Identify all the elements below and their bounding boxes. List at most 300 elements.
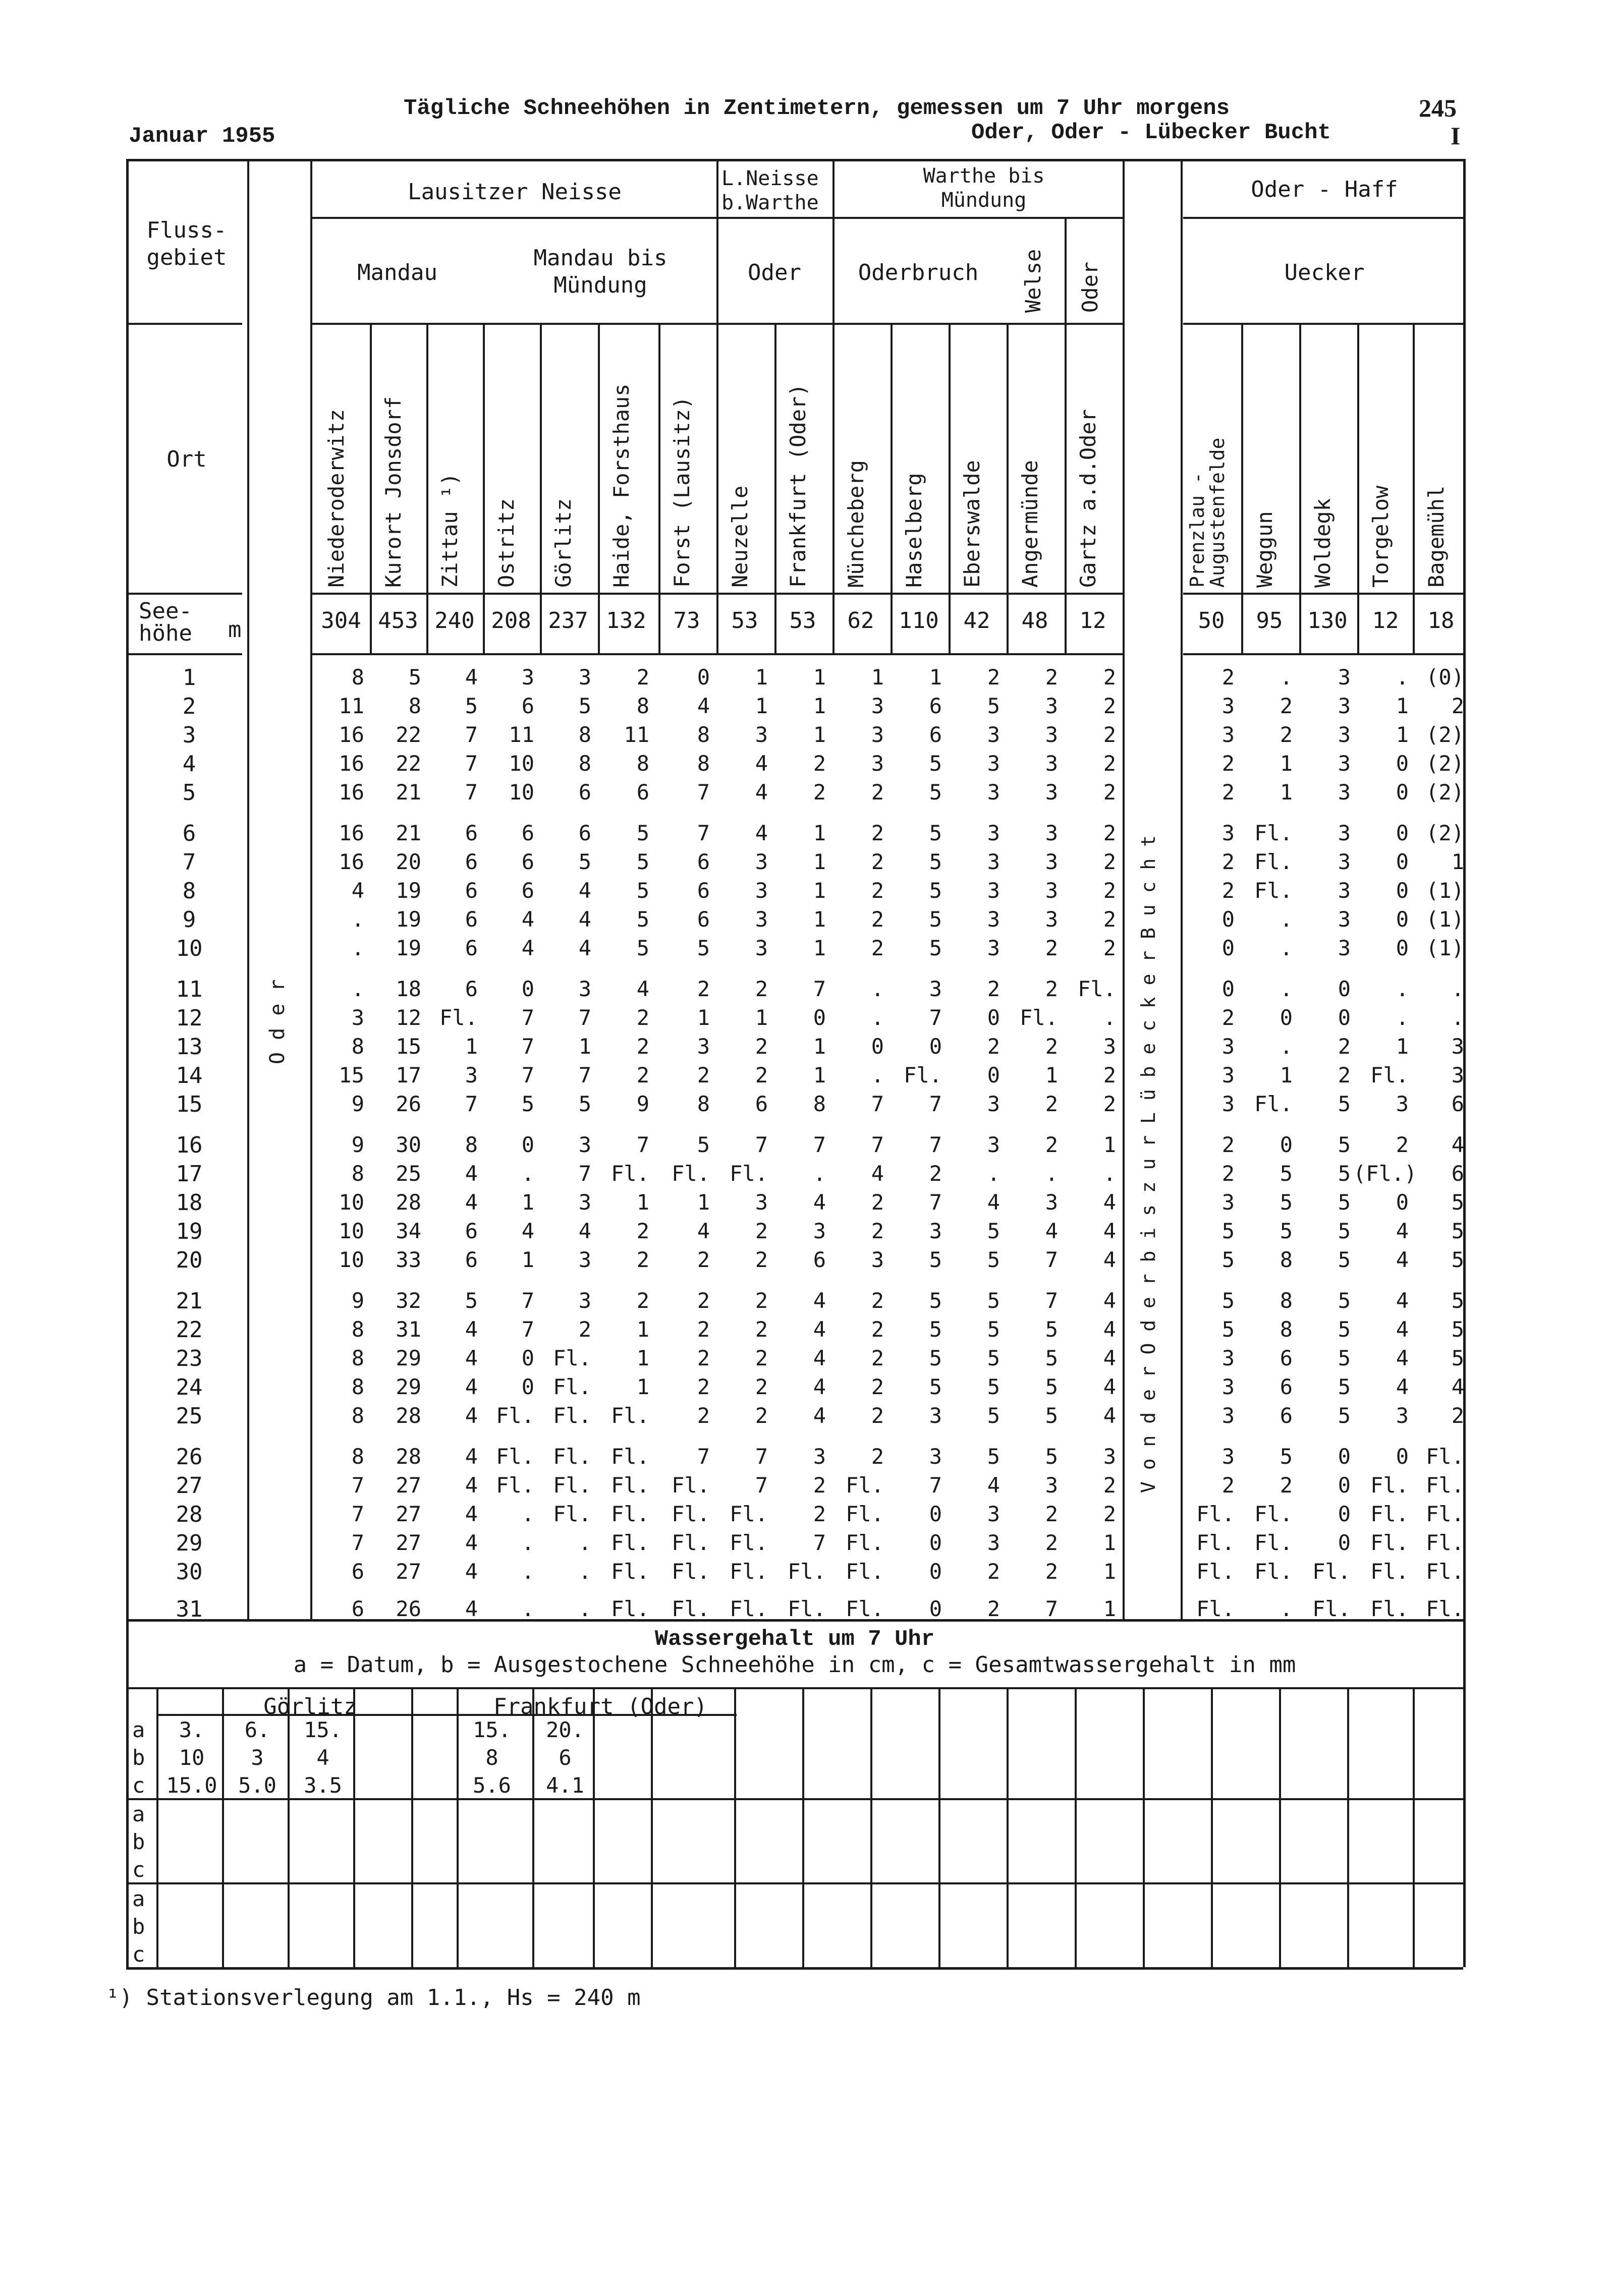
snow-depth-cell: Fl. xyxy=(1426,1473,1464,1498)
station-elevation: 73 xyxy=(673,608,700,634)
snow-depth-cell: . xyxy=(578,1530,591,1555)
snow-depth-cell: 2 xyxy=(1103,694,1116,718)
table-rule xyxy=(658,323,660,653)
snow-depth-cell: 6 xyxy=(521,878,534,903)
snow-depth-cell: 4 xyxy=(755,780,768,805)
oder-vertical-label: O d e r xyxy=(266,979,289,1064)
snow-depth-cell: 2 xyxy=(636,1063,649,1087)
table-rule xyxy=(938,1687,940,1967)
label-ort: Ort xyxy=(166,446,207,472)
snow-depth-cell: Fl. xyxy=(1426,1444,1464,1469)
snow-depth-cell: 3 xyxy=(1045,1473,1058,1498)
snow-depth-cell: 0 xyxy=(1396,751,1409,776)
snow-depth-cell: Fl. xyxy=(672,1559,710,1584)
snow-depth-cell: 2 xyxy=(755,1317,768,1342)
snow-depth-cell: 3 xyxy=(871,751,884,776)
snow-depth-cell: Fl. xyxy=(730,1161,768,1186)
group-warthe-muendung: Warthe bis Mündung xyxy=(923,164,1045,212)
snow-depth-cell: 0 xyxy=(1396,1190,1409,1215)
snow-depth-cell: 5 xyxy=(1451,1219,1464,1243)
snow-depth-cell: (2) xyxy=(1426,751,1464,776)
snow-depth-cell: 5 xyxy=(987,1288,1000,1313)
snow-depth-cell: . xyxy=(1103,1005,1116,1030)
table-rule xyxy=(1065,217,1067,323)
snow-depth-cell: . xyxy=(1280,977,1293,1001)
snow-depth-cell: 2 xyxy=(1045,1559,1058,1584)
snow-depth-cell: 29 xyxy=(396,1346,421,1370)
snow-depth-cell: 5 xyxy=(1338,1403,1351,1428)
snow-depth-cell: 6 xyxy=(697,849,710,874)
snow-depth-cell: 2 xyxy=(1221,1132,1235,1157)
snow-depth-cell: 3 xyxy=(1103,1034,1116,1059)
snow-depth-cell: Fl. xyxy=(611,1559,649,1584)
station-name: Frankfurt (Oder) xyxy=(786,383,810,588)
station-name: Kurort Jonsdorf xyxy=(381,396,406,588)
snow-depth-cell: 1 xyxy=(636,1374,649,1399)
snow-depth-cell: 3 xyxy=(1103,1444,1116,1469)
snow-depth-cell: 5 xyxy=(1338,1190,1351,1215)
snow-depth-cell: 2 xyxy=(813,751,826,776)
snow-depth-cell: 6 xyxy=(578,780,591,805)
snow-depth-cell: 2 xyxy=(1221,751,1235,776)
snow-depth-cell: 3 xyxy=(987,1502,1000,1526)
snow-depth-cell: 5 xyxy=(1338,1374,1351,1399)
snow-depth-cell: 1 xyxy=(1396,1034,1409,1059)
snow-depth-cell: 2 xyxy=(1103,878,1116,903)
water-row-label: c xyxy=(132,1773,145,1798)
snow-depth-cell: 5 xyxy=(929,1374,942,1399)
snow-depth-cell: 3 xyxy=(813,1444,826,1469)
snow-depth-cell: 4 xyxy=(1103,1288,1116,1313)
snow-depth-cell: 8 xyxy=(1280,1317,1293,1342)
snow-depth-cell: (2) xyxy=(1426,722,1464,747)
snow-depth-cell: Fl. xyxy=(1370,1063,1409,1087)
snow-depth-cell: 2 xyxy=(1221,878,1235,903)
sub-mandau: Mandau xyxy=(357,260,437,285)
snow-depth-cell: 8 xyxy=(351,1161,364,1186)
snow-depth-cell: 5 xyxy=(987,1346,1000,1370)
snow-depth-cell: 4 xyxy=(465,1559,478,1584)
snow-depth-cell: 0 xyxy=(813,1005,826,1030)
table-rule xyxy=(310,593,1123,595)
day-number: 19 xyxy=(176,1219,203,1244)
sub-oderbruch: Oderbruch xyxy=(858,260,979,285)
snow-depth-cell: 2 xyxy=(697,1346,710,1370)
snow-depth-cell: 4 xyxy=(578,936,591,960)
snow-depth-cell: 5 xyxy=(929,907,942,932)
table-rule xyxy=(949,323,951,653)
snow-depth-cell: 29 xyxy=(396,1374,421,1399)
snow-depth-cell: 5 xyxy=(1451,1247,1464,1272)
water-legend: a = Datum, b = Ausgestochene Schneehöhe in cm, c = Gesamtwassergehalt in mm xyxy=(293,1652,1296,1678)
snow-depth-cell: 4 xyxy=(1045,1219,1058,1243)
table-rule xyxy=(891,323,893,653)
snow-depth-cell: 19 xyxy=(396,936,421,960)
snow-depth-cell: 7 xyxy=(578,1063,591,1087)
snow-depth-cell: 6 xyxy=(636,780,649,805)
snow-depth-cell: 8 xyxy=(697,751,710,776)
snow-depth-cell: 0 xyxy=(929,1502,942,1526)
snow-depth-cell: 4 xyxy=(578,907,591,932)
snow-depth-cell: 6 xyxy=(697,878,710,903)
snow-depth-cell: 3 xyxy=(1451,1063,1464,1087)
snow-depth-cell: 7 xyxy=(578,1005,591,1030)
snow-depth-cell: Fl. xyxy=(553,1473,591,1498)
day-number: 4 xyxy=(182,751,196,777)
snow-depth-cell: 3 xyxy=(1221,1374,1235,1399)
snow-depth-cell: 4 xyxy=(1103,1247,1116,1272)
snow-depth-cell: 2 xyxy=(1280,1473,1293,1498)
day-number: 5 xyxy=(182,780,196,806)
snow-depth-cell: 4 xyxy=(1396,1288,1409,1313)
snow-depth-cell: 2 xyxy=(697,1317,710,1342)
snow-depth-cell: 5 xyxy=(636,907,649,932)
label-flussgebiet: Fluss- gebiet xyxy=(146,217,227,270)
snow-depth-cell: 7 xyxy=(929,1092,942,1116)
snow-depth-cell: 6 xyxy=(465,936,478,960)
snow-depth-cell: Fl. xyxy=(846,1559,884,1584)
table-rule xyxy=(288,1687,290,1967)
snow-depth-cell: 8 xyxy=(351,1374,364,1399)
snow-depth-cell: 1 xyxy=(636,1346,649,1370)
snow-depth-cell: 3 xyxy=(1221,1034,1235,1059)
snow-depth-cell: . xyxy=(1280,907,1293,932)
snow-depth-cell: 4 xyxy=(813,1190,826,1215)
snow-depth-cell: 2 xyxy=(1396,1132,1409,1157)
water-frankfurt-value: 8 xyxy=(485,1745,498,1770)
snow-depth-cell: 27 xyxy=(396,1473,421,1498)
snow-depth-cell: 9 xyxy=(636,1092,649,1116)
snow-depth-cell: 2 xyxy=(1338,1063,1351,1087)
snow-depth-cell: 7 xyxy=(1045,1247,1058,1272)
station-elevation: 95 xyxy=(1256,608,1283,634)
snow-depth-cell: 3 xyxy=(1045,1190,1058,1215)
snow-depth-cell: 6 xyxy=(521,849,534,874)
snow-depth-cell: 1 xyxy=(1451,849,1464,874)
snow-depth-cell: 1 xyxy=(636,1317,649,1342)
table-rule xyxy=(129,593,242,595)
snow-depth-cell: 26 xyxy=(396,1092,421,1116)
snow-depth-cell: 2 xyxy=(813,1473,826,1498)
snow-depth-cell: 0 xyxy=(1396,878,1409,903)
water-title: Wassergehalt um 7 Uhr xyxy=(654,1627,935,1652)
table-rule xyxy=(126,159,129,1967)
snow-depth-cell: 7 xyxy=(813,1530,826,1555)
header-page-number: 245 xyxy=(1419,94,1457,122)
snow-depth-cell: . xyxy=(351,977,364,1001)
snow-depth-cell: 5 xyxy=(636,936,649,960)
snow-depth-cell: 9 xyxy=(351,1132,364,1157)
snow-depth-cell: 3 xyxy=(1045,694,1058,718)
snow-depth-cell: 5 xyxy=(465,1288,478,1313)
snow-depth-cell: 3 xyxy=(1338,665,1351,690)
snow-depth-cell: 7 xyxy=(871,1092,884,1116)
snow-depth-cell: 6 xyxy=(1280,1374,1293,1399)
snow-depth-cell: Fl. xyxy=(1312,1596,1351,1621)
snow-depth-cell: 4 xyxy=(1451,1132,1464,1157)
snow-depth-cell: . xyxy=(1280,1596,1293,1621)
snow-depth-cell: 5 xyxy=(1338,1219,1351,1243)
snow-depth-cell: 3 xyxy=(987,780,1000,805)
snow-depth-cell: 7 xyxy=(465,751,478,776)
water-row-label: a xyxy=(132,1802,145,1826)
water-frankfurt-value: 20. xyxy=(546,1717,584,1742)
label-m: m xyxy=(228,617,242,643)
table-rule xyxy=(716,323,718,653)
snow-depth-cell: 7 xyxy=(871,1132,884,1157)
snow-depth-cell: 1 xyxy=(813,821,826,845)
snow-depth-cell: 0 xyxy=(1396,780,1409,805)
snow-depth-cell: . xyxy=(813,1161,826,1186)
water-goerlitz-value: 3 xyxy=(251,1745,264,1770)
snow-depth-cell: Fl. xyxy=(1196,1502,1235,1526)
snow-depth-cell: 8 xyxy=(578,722,591,747)
snow-depth-cell: 7 xyxy=(929,1132,942,1157)
snow-depth-cell: 7 xyxy=(755,1444,768,1469)
snow-depth-cell: 34 xyxy=(396,1219,421,1243)
snow-depth-cell: 2 xyxy=(1103,665,1116,690)
table-rule xyxy=(1357,323,1359,653)
snow-depth-cell: 5 xyxy=(578,694,591,718)
snow-depth-cell: 4 xyxy=(813,1403,826,1428)
snow-depth-cell: Fl. xyxy=(496,1473,534,1498)
snow-depth-cell: . xyxy=(521,1596,534,1621)
snow-depth-cell: . xyxy=(1280,665,1293,690)
snow-depth-cell: Fl. xyxy=(846,1502,884,1526)
snow-depth-cell: 3 xyxy=(755,907,768,932)
snow-depth-cell: 8 xyxy=(351,1317,364,1342)
water-goerlitz-value: 4 xyxy=(316,1745,329,1770)
snow-depth-cell: Fl. xyxy=(730,1530,768,1555)
snow-depth-cell: 3 xyxy=(987,751,1000,776)
snow-depth-cell: 2 xyxy=(871,907,884,932)
snow-depth-cell: 7 xyxy=(351,1473,364,1498)
snow-depth-cell: Fl. xyxy=(730,1502,768,1526)
day-number: 31 xyxy=(176,1596,203,1622)
snow-depth-cell: 5 xyxy=(987,1403,1000,1428)
snow-depth-cell: 0 xyxy=(697,665,710,690)
snow-depth-cell: Fl. xyxy=(846,1530,884,1555)
snow-depth-cell: 4 xyxy=(521,936,534,960)
snow-depth-cell: 2 xyxy=(697,977,710,1001)
water-goerlitz-value: 15.0 xyxy=(166,1773,217,1798)
snow-depth-cell: 3 xyxy=(755,722,768,747)
snow-depth-cell: 5 xyxy=(636,821,649,845)
snow-depth-cell: 8 xyxy=(408,694,421,718)
table-rule xyxy=(734,1687,736,1967)
snow-depth-cell: 5 xyxy=(1280,1219,1293,1243)
station-name: Görlitz xyxy=(551,498,576,588)
snow-depth-cell: 4 xyxy=(1451,1374,1464,1399)
snow-depth-cell: 0 xyxy=(929,1596,942,1621)
water-row-label: b xyxy=(132,1829,145,1854)
snow-depth-cell: (1) xyxy=(1426,936,1464,960)
snow-depth-cell: . xyxy=(1396,1005,1409,1030)
table-rule xyxy=(1211,1687,1213,1967)
day-number: 14 xyxy=(176,1063,203,1088)
snow-depth-cell: 2 xyxy=(871,1190,884,1215)
snow-depth-cell: 3 xyxy=(987,878,1000,903)
snow-depth-cell: 15 xyxy=(339,1063,364,1087)
snow-depth-cell: 2 xyxy=(697,1247,710,1272)
snow-depth-cell: 4 xyxy=(1103,1346,1116,1370)
snow-depth-cell: 7 xyxy=(755,1132,768,1157)
snow-depth-cell: 4 xyxy=(1103,1403,1116,1428)
snow-depth-cell: 4 xyxy=(813,1374,826,1399)
station-elevation: 12 xyxy=(1372,608,1399,634)
snow-depth-cell: 16 xyxy=(339,722,364,747)
snow-depth-cell: 2 xyxy=(1103,1063,1116,1087)
snow-depth-cell: 16 xyxy=(339,751,364,776)
snow-depth-cell: 3 xyxy=(1045,722,1058,747)
snow-depth-cell: 2 xyxy=(1221,849,1235,874)
day-number: 10 xyxy=(176,936,203,961)
station-elevation: 42 xyxy=(963,608,990,634)
day-number: 12 xyxy=(176,1005,203,1031)
snow-depth-cell: 2 xyxy=(1338,1034,1351,1059)
snow-depth-cell: 5 xyxy=(578,849,591,874)
snow-depth-cell: 1 xyxy=(813,665,826,690)
snow-depth-cell: 2 xyxy=(1103,936,1116,960)
snow-depth-cell: 31 xyxy=(396,1317,421,1342)
snow-depth-cell: 2 xyxy=(755,1247,768,1272)
snow-depth-cell: . xyxy=(1451,1005,1464,1030)
day-number: 17 xyxy=(176,1161,203,1187)
snow-depth-cell: Fl. xyxy=(1370,1473,1409,1498)
water-goerlitz-value: 6. xyxy=(244,1717,270,1742)
snow-depth-cell: 6 xyxy=(1280,1346,1293,1370)
snow-depth-cell: 5 xyxy=(1338,1288,1351,1313)
snow-depth-cell: 2 xyxy=(1045,1092,1058,1116)
snow-depth-cell: 4 xyxy=(813,1317,826,1342)
table-rule xyxy=(411,1687,413,1967)
snow-depth-cell: Fl. xyxy=(1370,1502,1409,1526)
snow-depth-cell: 7 xyxy=(697,1444,710,1469)
snow-depth-cell: Fl. xyxy=(611,1403,649,1428)
snow-depth-cell: 4 xyxy=(987,1473,1000,1498)
snow-depth-cell: Fl. xyxy=(1254,1092,1293,1116)
snow-depth-cell: 6 xyxy=(813,1247,826,1272)
snow-depth-cell: 2 xyxy=(871,1219,884,1243)
snow-depth-cell: 3 xyxy=(1221,722,1235,747)
water-station-goerlitz: Görlitz xyxy=(263,1694,357,1719)
snow-depth-cell: 4 xyxy=(465,1403,478,1428)
snow-depth-cell: 0 xyxy=(1338,1530,1351,1555)
table-rule xyxy=(532,1687,534,1967)
snow-depth-cell: 7 xyxy=(465,722,478,747)
snow-depth-cell: Fl. xyxy=(611,1473,649,1498)
snow-depth-cell: 5 xyxy=(1221,1247,1235,1272)
snow-depth-cell: Fl. xyxy=(788,1596,826,1621)
snow-depth-cell: 4 xyxy=(1396,1374,1409,1399)
snow-depth-cell: 8 xyxy=(1280,1247,1293,1272)
snow-depth-cell: 4 xyxy=(987,1190,1000,1215)
snow-depth-cell: 2 xyxy=(755,1374,768,1399)
snow-depth-cell: 3 xyxy=(755,878,768,903)
snow-depth-cell: 2 xyxy=(1221,665,1235,690)
snow-depth-cell: Fl. xyxy=(1312,1559,1351,1584)
snow-depth-cell: Fl. xyxy=(1196,1530,1235,1555)
snow-depth-cell: 3 xyxy=(813,1219,826,1243)
snow-depth-cell: 8 xyxy=(351,1403,364,1428)
snow-depth-cell: 10 xyxy=(339,1247,364,1272)
snow-depth-cell: 4 xyxy=(1396,1219,1409,1243)
snow-depth-cell: 2 xyxy=(697,1374,710,1399)
snow-depth-cell: 2 xyxy=(1045,977,1058,1001)
snow-depth-cell: 3 xyxy=(987,1132,1000,1157)
snow-depth-cell: 3 xyxy=(1338,821,1351,845)
station-elevation: 53 xyxy=(789,608,816,634)
snow-depth-cell: 3 xyxy=(871,722,884,747)
snow-depth-cell: 5 xyxy=(929,1288,942,1313)
table-rule xyxy=(1241,323,1243,653)
station-elevation: 62 xyxy=(847,608,874,634)
table-rule xyxy=(1183,217,1463,219)
snow-depth-cell: (Fl.) xyxy=(1353,1161,1417,1186)
snow-depth-cell: 5 xyxy=(1221,1317,1235,1342)
snow-depth-cell: 5 xyxy=(1451,1317,1464,1342)
snow-depth-cell: 1 xyxy=(1396,694,1409,718)
snow-depth-cell: 7 xyxy=(813,1132,826,1157)
snow-depth-cell: 12 xyxy=(396,1005,421,1030)
snow-depth-cell: 5 xyxy=(929,878,942,903)
snow-depth-cell: 4 xyxy=(465,1317,478,1342)
snow-depth-cell: 19 xyxy=(396,907,421,932)
snow-depth-cell: 6 xyxy=(465,1247,478,1272)
snow-depth-cell: 1 xyxy=(1103,1132,1116,1157)
snow-depth-cell: 7 xyxy=(929,1190,942,1215)
snow-depth-cell: 2 xyxy=(1221,1473,1235,1498)
snow-depth-cell: 7 xyxy=(465,1092,478,1116)
snow-depth-cell: 4 xyxy=(465,1190,478,1215)
snow-depth-cell: 0 xyxy=(1396,849,1409,874)
day-number: 3 xyxy=(182,722,196,748)
snow-depth-cell: 7 xyxy=(521,1288,534,1313)
snow-depth-cell: 3 xyxy=(521,665,534,690)
station-elevation: 130 xyxy=(1307,608,1348,634)
day-number: 24 xyxy=(176,1374,203,1400)
snow-depth-cell: 3 xyxy=(1338,751,1351,776)
station-name: Torgelow xyxy=(1368,485,1393,588)
snow-depth-cell: 6 xyxy=(465,1219,478,1243)
snow-depth-cell: 3 xyxy=(578,1132,591,1157)
snow-depth-cell: . xyxy=(871,1005,884,1030)
table-rule xyxy=(540,323,542,653)
snow-depth-cell: 27 xyxy=(396,1502,421,1526)
snow-depth-cell: 0 xyxy=(521,977,534,1001)
snow-depth-cell: 5 xyxy=(929,1346,942,1370)
sub-mandau-bis-muendung: Mandau bis Mündung xyxy=(533,245,668,298)
snow-depth-cell: Fl. xyxy=(1426,1502,1464,1526)
snow-depth-cell: 0 xyxy=(1396,1444,1409,1469)
snow-depth-cell: 7 xyxy=(813,977,826,1001)
snow-depth-cell: Fl. xyxy=(496,1403,534,1428)
water-row-label: c xyxy=(132,1857,145,1882)
snow-depth-cell: 2 xyxy=(697,1063,710,1087)
snow-depth-cell: 1 xyxy=(697,1190,710,1215)
snow-depth-cell: 8 xyxy=(465,1132,478,1157)
snow-depth-cell: 0 xyxy=(1221,977,1235,1001)
snow-depth-cell: 5 xyxy=(929,1317,942,1342)
snow-depth-cell: 1 xyxy=(755,1005,768,1030)
table-rule xyxy=(870,1687,872,1967)
snow-depth-cell: 2 xyxy=(636,1005,649,1030)
day-number: 28 xyxy=(176,1502,203,1527)
day-number: 26 xyxy=(176,1444,203,1470)
snow-depth-cell: 5 xyxy=(1338,1092,1351,1116)
snow-depth-cell: 0 xyxy=(929,1034,942,1059)
snow-depth-cell: 3 xyxy=(697,1034,710,1059)
